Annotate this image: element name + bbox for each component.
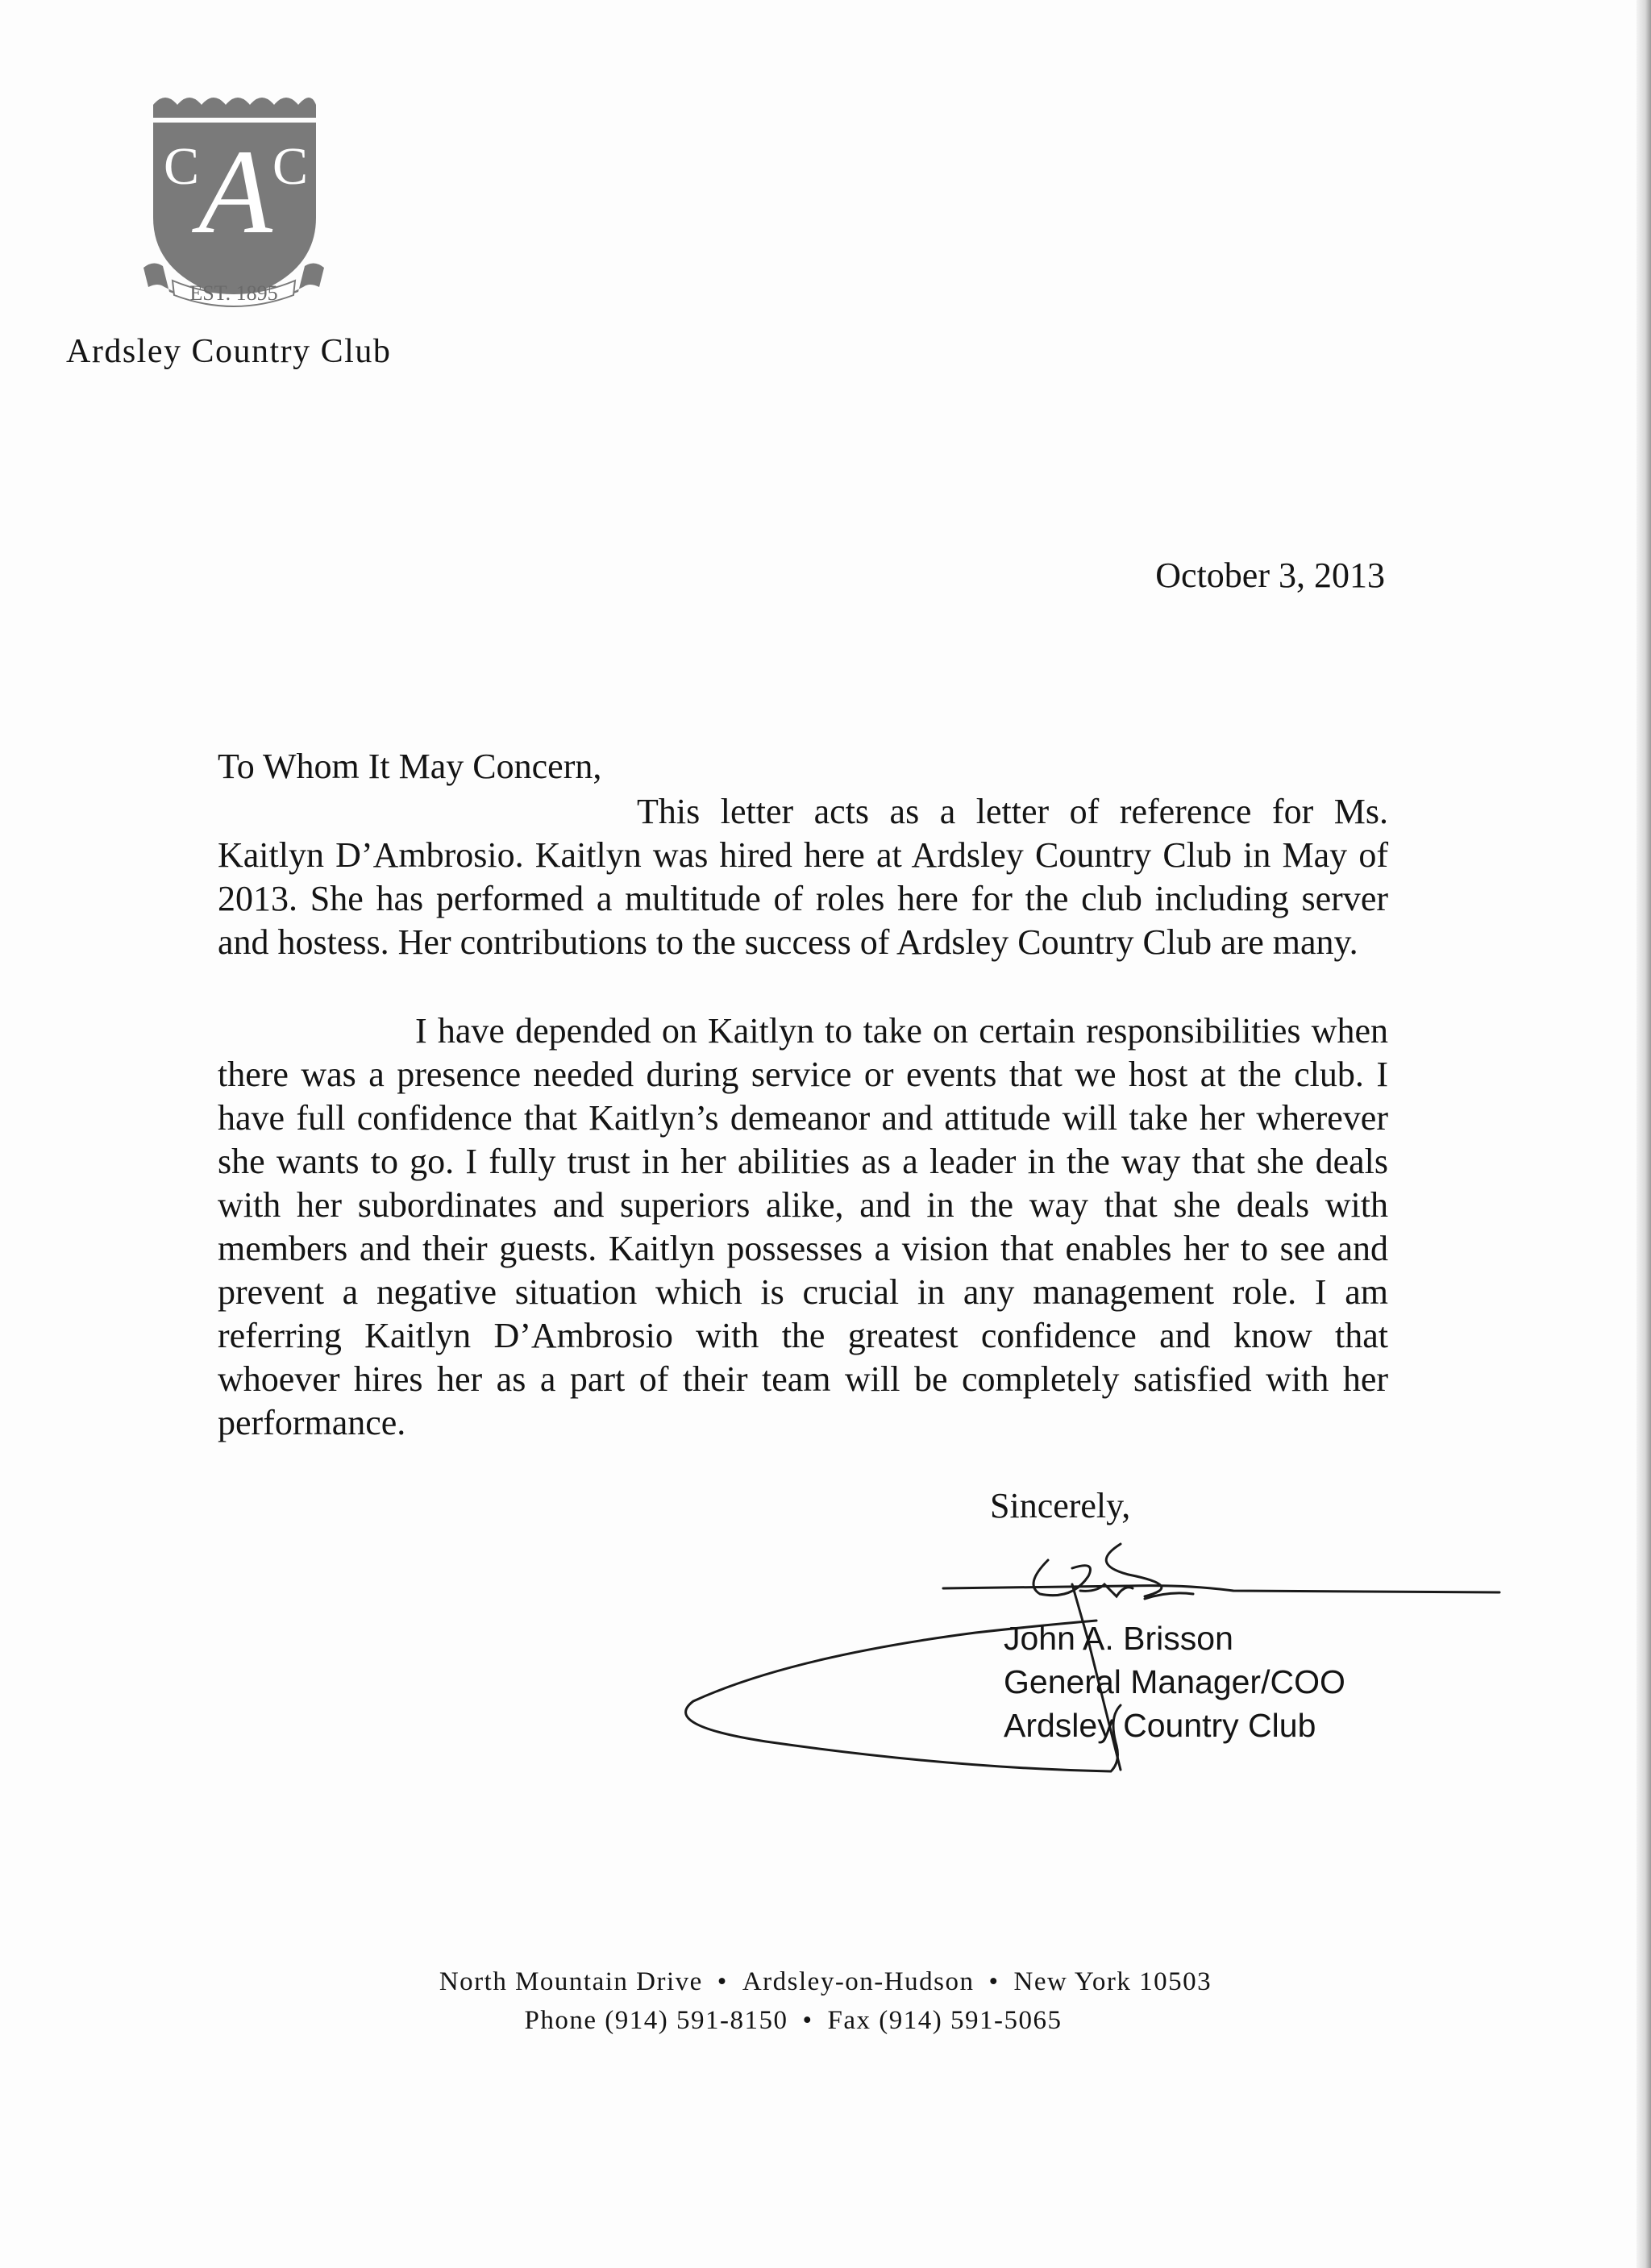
club-crest-logo [137, 89, 331, 331]
letter-date: October 3, 2013 [1155, 556, 1385, 595]
footer-separator: • [717, 1967, 728, 1996]
body-paragraph-2: I have depended on Kaitlyn to take on certain responsibilities when there was a presence needed during service or events that we host at the club. I have full confidence that Kaitlyn’s demeanor and attitude will take her wherever she wants to go. I fully trust in her abilities as a leader in the way that she deals with her subordinates and superiors alike, and in the way that she deals with members and their guests. Kaitlyn possesses a vision that enables her to see and prevent a negative situation which is crucial in any management role. I am referring Kaitlyn D’Ambrosio with the greatest confidence and know that whoever hires her as a part of their team will be completely satisfied with her performance. [218, 1011, 1388, 1442]
footer-separator: • [802, 2006, 813, 2035]
signatory-name: John A. Brisson [1004, 1620, 1233, 1657]
footer-state-zip: New York 10503 [1013, 1967, 1212, 1996]
footer-town: Ardsley-on-Hudson [742, 1967, 975, 1996]
closing: Sincerely, [990, 1486, 1131, 1525]
crest-letter-right: C [272, 137, 309, 196]
footer-fax: Fax (914) 591-5065 [827, 2006, 1063, 2035]
signatory-organization: Ardsley Country Club [1004, 1707, 1316, 1744]
letterhead-club-name: Ardsley Country Club [66, 333, 392, 370]
signature-block [1004, 1617, 1345, 1747]
footer-street: North Mountain Drive [439, 1967, 703, 1996]
footer-contact [0, 2006, 1619, 2036]
crest-letter-left: C [163, 137, 200, 196]
crest-banner-text: EST. 1895 [189, 281, 278, 305]
body-paragraph-1: This letter acts as a letter of reference for Ms. Kaitlyn D’Ambrosio. Kaitlyn was hired here at Ardsley Country Club in May of 2013. She has performed a multitude of roles here for the club including server and hostess. Her contributions to the success of Ardsley Country Club are many. [218, 792, 1388, 962]
signatory-title: General Manager/COO [1004, 1663, 1345, 1700]
footer-phone: Phone (914) 591-8150 [524, 2006, 788, 2035]
salutation: To Whom It May Concern, [218, 747, 602, 786]
crest-letter-center: A [198, 125, 272, 259]
footer-separator: • [988, 1967, 1000, 1996]
scan-edge-shadow [1636, 0, 1651, 2268]
footer-address [0, 1967, 1651, 1997]
